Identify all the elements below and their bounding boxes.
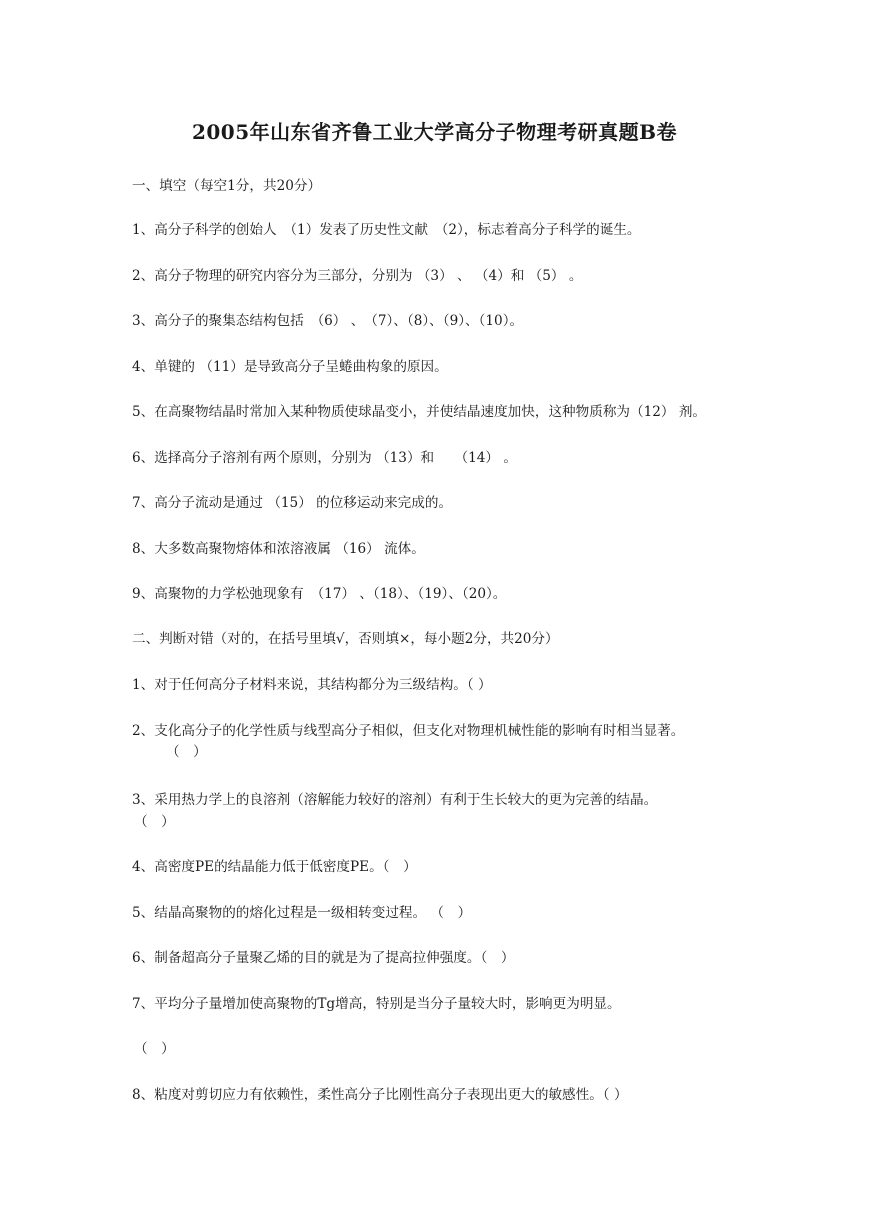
judge-question-5: 5、结晶高聚物的的熔化过程是一级相转变过程。 （ ） [132, 905, 472, 921]
fill-question-4: 4、单键的 （11）是导致高分子呈蜷曲构象的原因。 [132, 359, 448, 375]
judge-question-8: 8、粘度对剪切应力有依赖性，柔性高分子比刚性高分子表现出更大的敏感性。（ ） [132, 1087, 628, 1103]
fill-question-1: 1、高分子科学的创始人 （1）发表了历史性文献 （2），标志着高分子科学的诞生。 [132, 222, 641, 238]
fill-question-7: 7、高分子流动是通过 （15） 的位移运动来完成的。 [132, 495, 453, 511]
judge-question-2: 2、支化高分子的化学性质与线型高分子相似，但支化对物理机械性能的影响有时相当显著。 [132, 723, 685, 739]
fill-question-5: 5、在高聚物结晶时常加入某种物质使球晶变小，并使结晶速度加快，这种物质称为（12） 剂。 [132, 404, 707, 420]
fill-question-9: 9、高聚物的力学松弛现象有 （17） 、（18）、（19）、（20）。 [132, 586, 507, 602]
judge-question-1: 1、对于任何高分子材料来说，其结构都分为三级结构。（ ） [132, 677, 492, 693]
fill-question-3: 3、高分子的聚集态结构包括 （6） 、 （7）、（8）、（9）、（10）。 [132, 313, 524, 329]
judge-question-7-answer-blank: （ ） [134, 1041, 175, 1057]
page-title: 2005年山东省齐鲁工业大学高分子物理考研真题B卷 [191, 120, 678, 144]
fill-question-2: 2、高分子物理的研究内容分为三部分，分别为 （3） 、 （4）和 （5） 。 [132, 268, 583, 284]
judge-question-2-answer-blank: （ ） [166, 744, 207, 760]
judge-question-4: 4、高密度PE的结晶能力低于低密度PE。（ ） [132, 859, 417, 875]
fill-question-8: 8、大多数高聚物熔体和浓溶液属 （16） 流体。 [132, 541, 425, 557]
section1-heading: 一、填空（每空1分，共20分） [132, 178, 322, 194]
judge-question-3-answer-blank: （ ） [134, 814, 175, 830]
section2-heading: 二、判断对错（对的，在括号里填√，否则填×，每小题2分，共20分） [132, 631, 559, 647]
judge-question-7: 7、平均分子量增加使高聚物的Tg增高，特别是当分子量较大时，影响更为明显。 [132, 996, 621, 1012]
judge-question-3: 3、采用热力学上的良溶剂（溶解能力较好的溶剂）有利于生长较大的更为完善的结晶。 [132, 792, 658, 808]
judge-question-6: 6、制备超高分子量聚乙烯的目的就是为了提高拉伸强度。（ ） [132, 950, 515, 966]
fill-question-6: 6、选择高分子溶剂有两个原则，分别为 （13）和 （14） 。 [132, 450, 517, 466]
